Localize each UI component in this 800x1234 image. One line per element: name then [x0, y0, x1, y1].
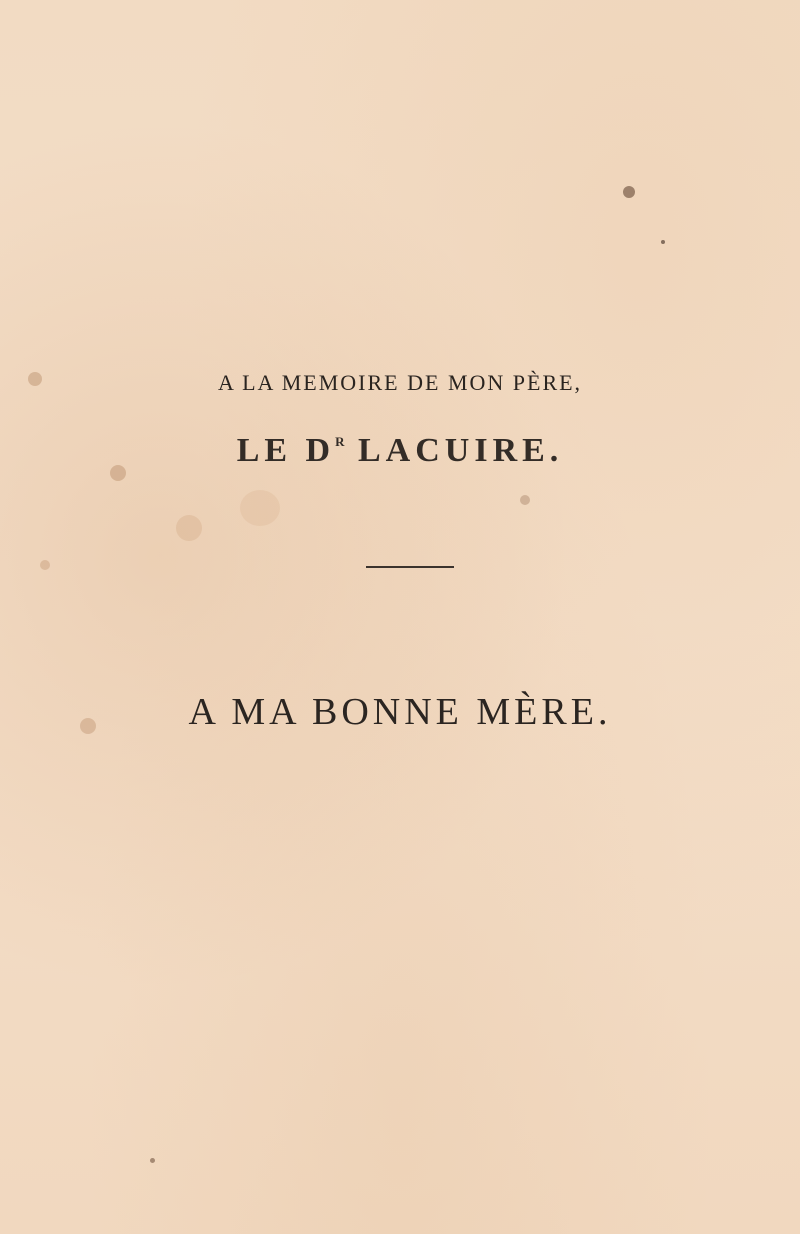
- foxing-spot: [240, 490, 280, 526]
- foxing-spot: [661, 240, 665, 244]
- doctor-superscript: R: [335, 434, 345, 449]
- foxing-spot: [40, 560, 50, 570]
- separator-rule: [366, 566, 454, 568]
- name-surname: LACUIRE.: [344, 432, 564, 469]
- foxing-spot: [176, 515, 202, 541]
- dedication-line-father: A LA MEMOIRE DE MON PÈRE,: [217, 370, 583, 395]
- dedication-line-name: [0, 432, 800, 470]
- dedication-line-mother: A MA BONNE MÈRE.: [188, 691, 612, 733]
- foxing-spot: [150, 1158, 155, 1163]
- foxing-spot: [623, 186, 635, 198]
- name-prefix: LE D: [236, 432, 336, 469]
- foxing-spot: [520, 495, 530, 505]
